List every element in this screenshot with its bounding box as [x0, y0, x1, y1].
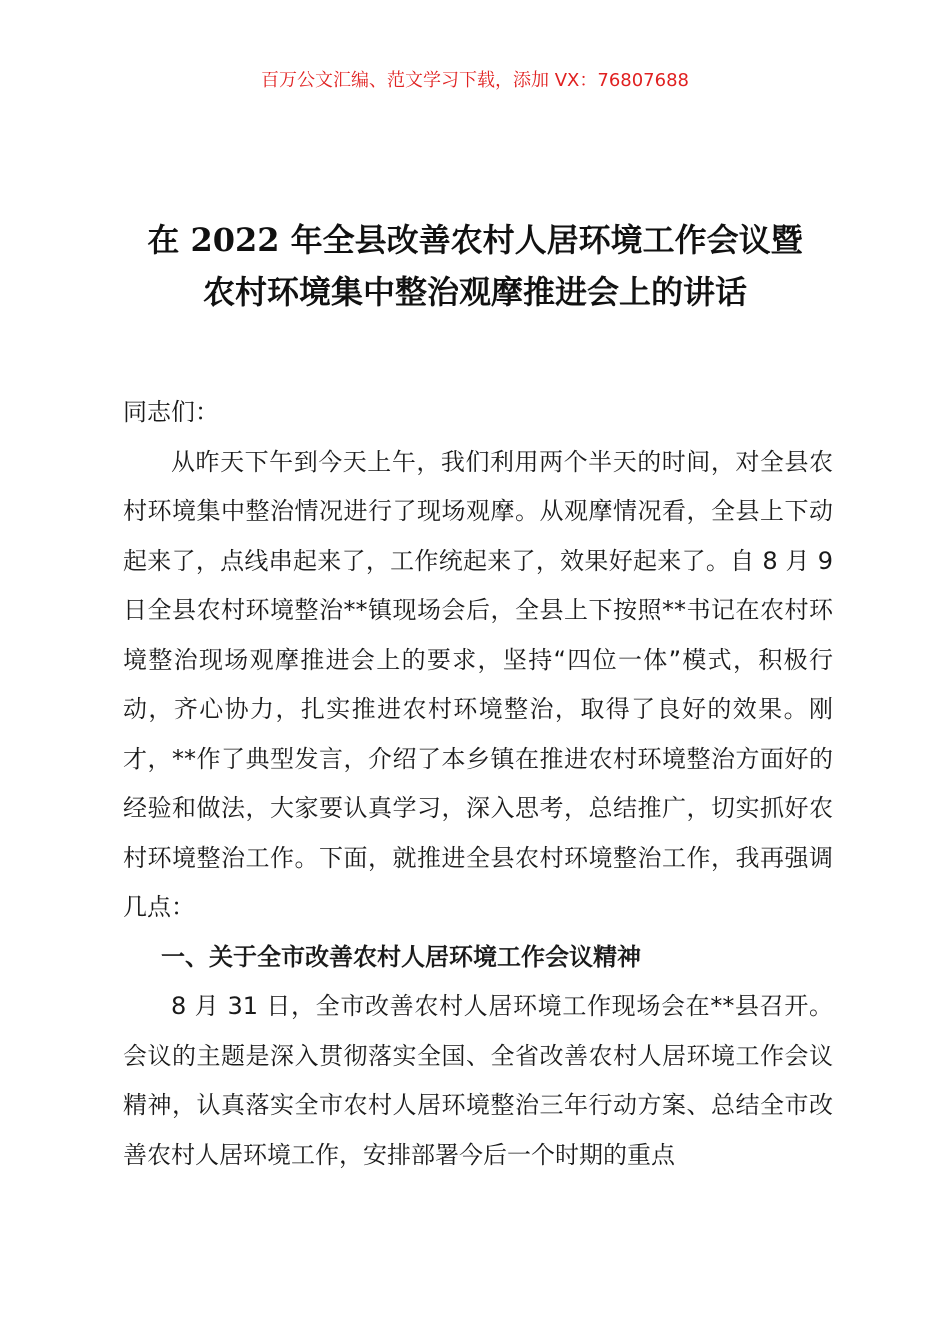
paragraph-intro: 从昨天下午到今天上午，我们利用两个半天的时间，对全县农村环境集中整治情况进行了现场观摩。从观摩情况看，全县上下动起来了，点线串起来了，工作统起来了，效果好起来了。自 8 月 9 日全县农村环境整治**镇现场会后，全县上下按照**书记在农村环境整治现场观摩推进会上的要求，坚持“四位一体”模式，积极行动，齐心协力，扎实推进农村环境整治，取得了良好的效果。刚才，**作了典型发言，介绍了本乡镇在推进农村环境整治方面好的经验和做法，大家要认真学习，深入思考，总结推广，切实抓好农村环境整治工作。下面，就推进全县农村环境整治工作，我再强调几点：	[123, 447, 833, 921]
section-heading-1: 一、关于全市改善农村人居环境工作会议精神	[161, 942, 641, 971]
paragraph-section-1: 8 月 31 日，全市改善农村人居环境工作现场会在**县召开。会议的主题是深入贯彻落实全国、全省改善农村人居环境工作会议精神，认真落实全市农村人居环境整治三年行动方案、总结全市改善农村人居环境工作，安排部署今后一个时期的重点	[123, 992, 833, 1169]
document-body	[123, 388, 833, 1180]
header-note: 百万公文汇编、范文学习下载，添加 VX：76807688	[261, 70, 689, 91]
title-line-2: 农村环境集中整治观摩推进会上的讲话	[202, 273, 747, 311]
title-line-1: 在 2022 年全县改善农村人居环境工作会议暨	[147, 221, 803, 259]
document-title	[0, 214, 950, 318]
salutation: 同志们：	[123, 398, 219, 426]
